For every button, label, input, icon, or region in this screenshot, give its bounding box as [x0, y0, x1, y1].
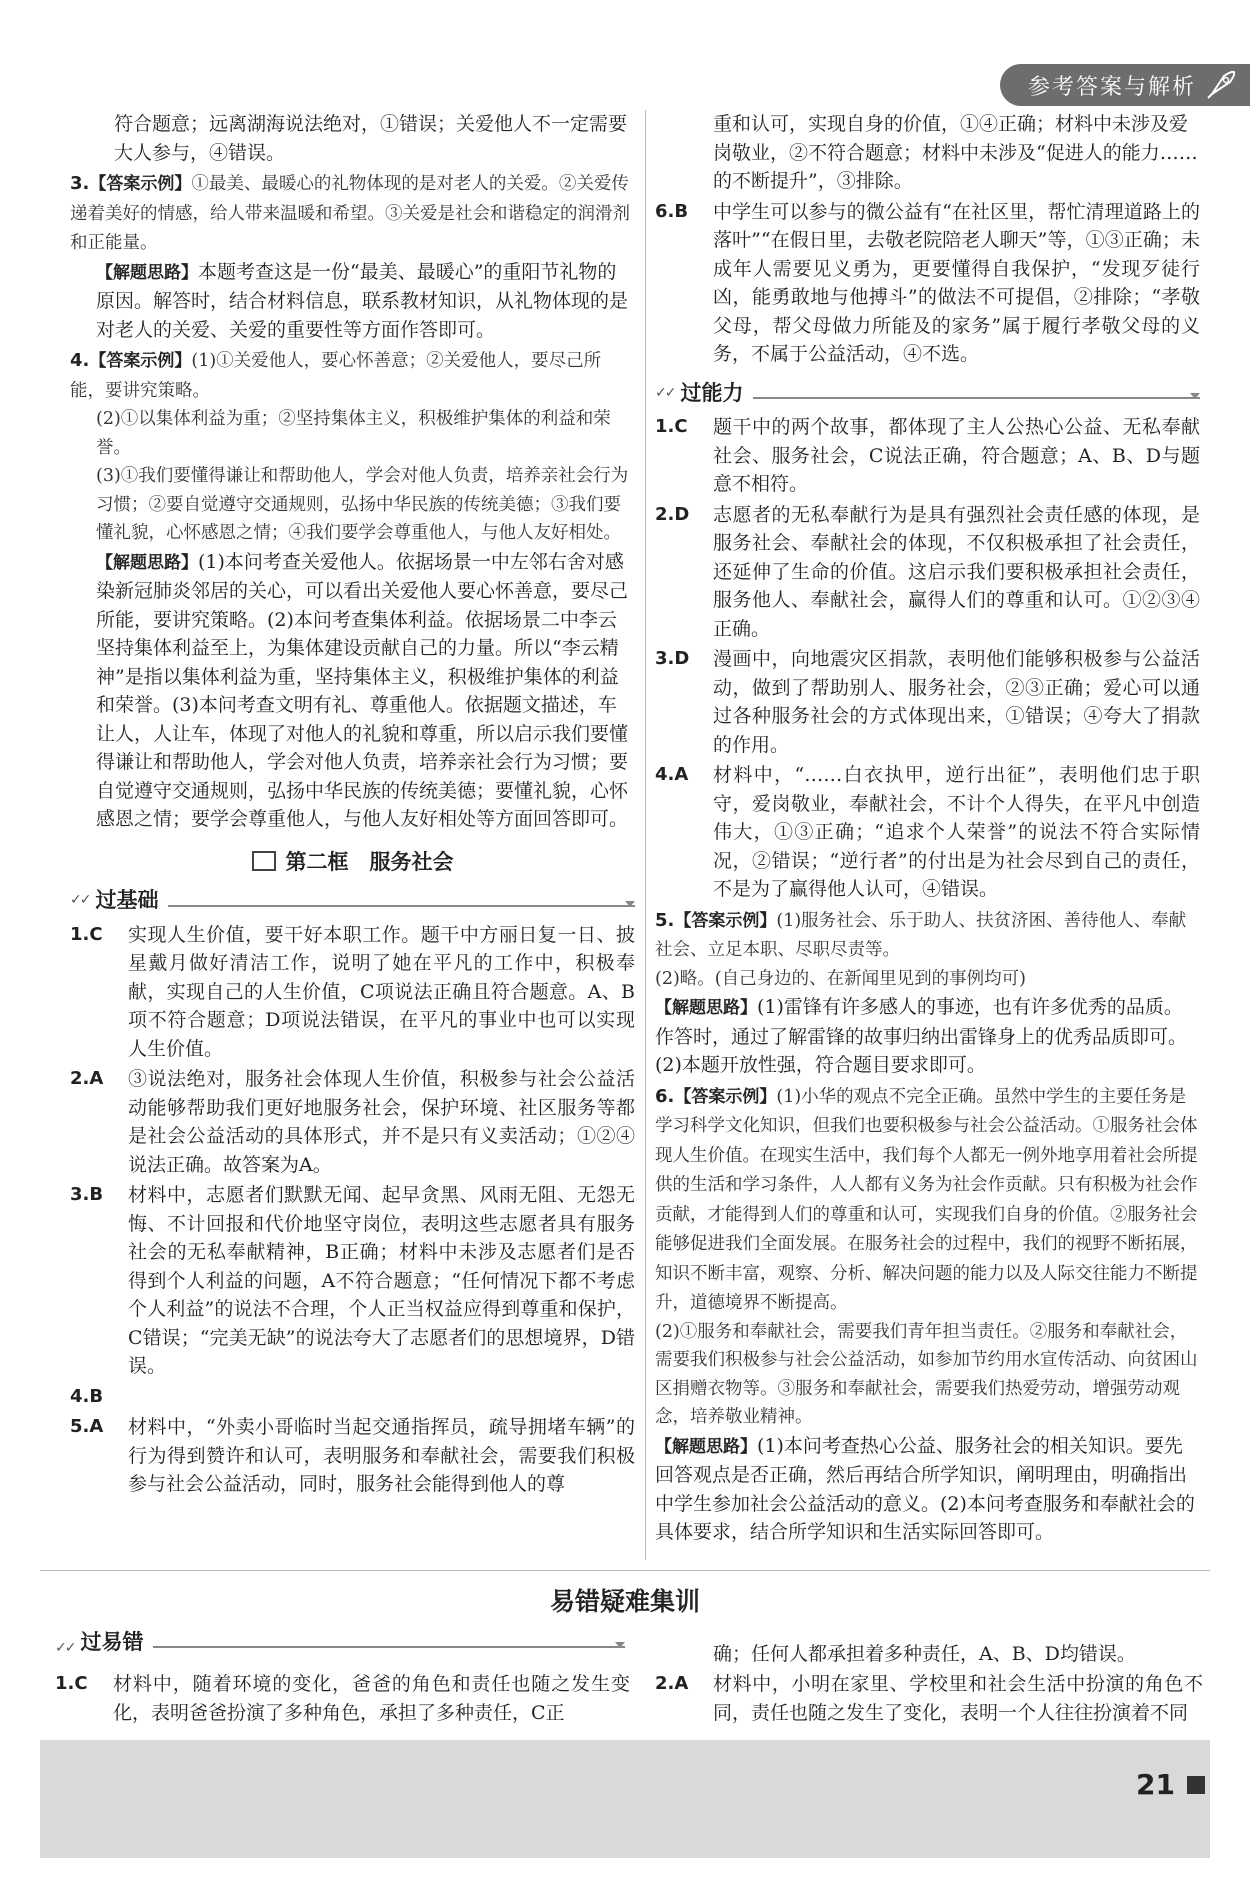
basic-item-5	[70, 1413, 635, 1499]
basic-item-3	[70, 1181, 635, 1381]
wave-icon: ✓✓	[55, 1640, 75, 1656]
item-text: 材料中，“……白衣执甲，逆行出征”，表明他们忠于职守，爱岗敬业，奉献社会，不计个人得失，在平凡中创造伟大，①③正确；“追求个人荣誉”的说法不符合实际情况，②错误；“逆行者”的付出是为社会尽到自己的责任，不是为了赢得他人认可，④错误。	[713, 764, 1200, 900]
item-num: 2.D	[655, 503, 690, 525]
left-cont: 符合题意；远离湖海说法绝对，①错误；关爱他人不一定需要大人参与，④错误。	[114, 113, 628, 164]
item-text: 题干中的两个故事，都体现了主人公热心公益、无私奉献社会、服务社会，C说法正确，符合题意；A、B、D与题意不相符。	[713, 416, 1200, 495]
wave-icon: ✓✓	[70, 892, 90, 908]
q4-tag: 【答案示例】	[89, 351, 192, 371]
section-error	[55, 1626, 625, 1656]
subsection-title-text: 第二框 服务社会	[285, 849, 454, 874]
section-basic-label: 过基础	[95, 888, 159, 912]
column-divider	[645, 110, 646, 1560]
item-text: 漫画中，向地震灾区捐款，表明他们能够积极参与公益活动，做到了帮助别人、服务社会，②③正确；爱心可以通过各种服务社会的方式体现出来，①错误；④夸大了捐款的作用。	[713, 648, 1200, 756]
section-rule	[153, 1646, 625, 1648]
item-num: 2.A	[70, 1068, 104, 1089]
section-title: 易错疑难集训	[549, 1587, 700, 1616]
item-text	[128, 1383, 635, 1412]
header-label: 参考答案与解析	[1028, 74, 1197, 100]
item-num: 1.C	[55, 1673, 88, 1694]
item-num: 3.D	[655, 648, 690, 669]
item-text: 材料中，志愿者们默默无闻、起早贪黑、风雨无阻、无怨无悔、不计回报和代价地坚守岗位，表明这些志愿者具有服务社会的无私奉献精神，B正确；材料中未涉及志愿者们是否得到个人利益的问题，A不符合题意；“任何情况下都不考虑个人利益”的说法不合理，个人正当权益应得到尊重和保护，C错误；“完美无缺”的说法夸大了志愿者们的思想境界，D错误。	[128, 1184, 635, 1377]
item-text: 中学生可以参与的微公益有“在社区里，帮忙清理道路上的落叶”“在假日里，去敬老院陪老人聊天”等，①③正确；未成年人需要见义勇为，更要懂得自我保护，“发现歹徒行凶，能勇敢地与他搏斗”的做法不可提倡，②排除；“孝敬父母，帮父母做力所能及的家务”属于履行孝敬父母的义务，不属于公益活动，④不选。	[713, 200, 1200, 365]
item-text: 材料中，随着环境的变化，爸爸的角色和责任也随之发生变化，表明爸爸扮演了多种角色，承担了多种责任，C正	[113, 1673, 630, 1724]
ability-item-4	[655, 761, 1200, 904]
item-num: 4.A	[655, 764, 689, 785]
q6b-exp: (1)本问考查热心公益、服务社会的相关知识。要先回答观点是否正确，然后再结合所学知识，阐明理由，明确指出中学生参加社会公益活动的意义。(2)本问考查服务和奉献社会的具体要求，结合所学知识和生活实际回答即可。	[655, 1434, 1195, 1543]
q6b-num: 6.	[655, 1085, 675, 1107]
item-num: 1.C	[70, 923, 103, 945]
item-num: 1.C	[655, 416, 688, 437]
q6b-a1: (1)小华的观点不完全正确。虽然中学生的主要任务是学习科学文化知识，但我们也要积极参与社会公益活动。①服务社会体现人生价值。在现实生活中，我们每个人都无一例外地享用着社会所提供的生活和学习条件，人人都有义务为社会作贡献。只有积极为社会作贡献，才能得到人们的尊重和认可，实现我们自身的价值。②服务社会能够促进我们全面发展。在服务社会的过程中，我们的视野不断拓展，知识不断丰富，观察、分析、解决问题的能力以及人际交往能力不断提升，道德境界不断提高。	[655, 1086, 1198, 1313]
section-ability	[655, 379, 1200, 408]
section-ability-label: 过能力	[680, 380, 744, 405]
basic-item-1	[70, 921, 635, 1064]
q4	[70, 346, 635, 834]
q5-a1: (1)服务社会、乐于助人、扶贫济困、善待他人、奉献社会、立足本职、尽职尽责等。	[655, 910, 1187, 960]
item-text: 实现人生价值，要干好本职工作。题干中方丽日复一日、披星戴月做好清洁工作，说明了她在平凡的工作中，积极奉献，实现自己的人生价值，C项说法正确且符合题意。A、B项不符合题意；D项说法错误，在平凡的事业中也可以实现人生价值。	[128, 923, 635, 1060]
footer-band	[40, 1740, 1210, 1858]
q4-exp: (1)本问考查关爱他人。依据场景一中左邻右舍对感染新冠肺炎邻居的关心，可以看出关爱他人要心怀善意，要尽己所能，要讲究策略。(2)本问考查集体利益。依据场景二中李云坚持集体利益至上，为集体建设贡献自己的力量。所以“李云精神”是指以集体利益为重，坚持集体主义，积极维护集体的利益和荣誉。(3)本问考查文明有礼、尊重他人。依据题文描述，车让人，人让车，体现了对他人的礼貌和尊重，所以启示我们要懂得谦让和帮助他人，学会对他人负责，培养亲社会行为习惯；要自觉遵守交通规则，弘扬中华民族的传统美德；要懂礼貌，心怀感恩之情；要学会尊重他人，与他人友好相处等方面回答即可。	[96, 550, 629, 830]
q3-exp: 本题考查这是一份“最美、最暖心”的重阳节礼物的原因。解答时，结合材料信息，联系教材知识，从礼物体现的是对老人的关爱、关爱的重要性等方面作答即可。	[96, 260, 629, 341]
section-error-label: 过易错	[80, 1630, 144, 1654]
item-text: ③说法绝对，服务社会体现人生价值，积极参与社会公益活动能够帮助我们更好地服务社会，保护环境、社区服务等都是社会公益活动的具体形式，并不是只有义卖活动；①②④说法正确。故答案为A。	[128, 1068, 635, 1176]
divider-line	[40, 1570, 1210, 1571]
item-text: 志愿者的无私奉献行为是具有强烈社会责任感的体现，是服务社会、奉献社会的体现，不仅积极承担了社会责任，还延伸了生命的价值。这启示我们要积极承担社会责任，服务他人、奉献社会，赢得人们的尊重和认可。①②③④正确。	[713, 503, 1200, 640]
q5-tag2: 【解题思路】	[655, 998, 757, 1018]
ability-item-2	[655, 501, 1200, 644]
q3-num: 3.	[70, 173, 90, 194]
item-num: 6.B	[655, 200, 689, 222]
item-num: 5.A	[70, 1416, 104, 1437]
error-item-1	[55, 1670, 630, 1727]
box-icon	[252, 851, 276, 871]
q3-tag: 【答案示例】	[89, 174, 192, 194]
error-item-2	[655, 1670, 1203, 1727]
ability-item-3	[655, 645, 1200, 759]
section-basic	[70, 886, 635, 915]
page-number: 21	[1136, 1768, 1175, 1801]
q5-exp: (1)雷锋有许多感人的事迹，也有许多优秀的品质。作答时，通过了解雷锋的故事归纳出雷锋身上的优秀品质即可。(2)本题开放性强，符合题目要求即可。	[655, 996, 1188, 1076]
q4-a3: (3)①我们要懂得谦让和帮助他人，学会对他人负责，培养亲社会行为习惯；②要自觉遵守交通规则，弘扬中华民族的传统美德；③我们要懂礼貌，心怀感恩之情；④我们要学会尊重他人，与他人友好相处。	[96, 466, 629, 543]
item-num: 2.A	[655, 1673, 689, 1694]
q5	[655, 906, 1200, 1080]
section-rule	[753, 397, 1200, 399]
ability-item-1	[655, 413, 1200, 499]
page-marker-icon	[1187, 1776, 1205, 1794]
basic-item-2	[70, 1065, 635, 1179]
q6b-tag2: 【解题思路】	[655, 1436, 757, 1457]
basic-item-4	[70, 1383, 635, 1412]
wave-icon: ✓✓	[655, 384, 675, 401]
q3-ans: ①最美、最暖心的礼物体现的是对老人的关爱。②关爱传递着美好的情感，给人带来温暖和希望。③关爱是社会和谐稳定的润滑剂和正能量。	[70, 174, 630, 253]
q4-a2: (2)①以集体利益为重；②坚持集体主义，积极维护集体的利益和荣誉。	[96, 409, 611, 458]
item-num: 3.B	[70, 1184, 104, 1205]
section-rule	[168, 905, 635, 907]
rocket-icon	[1204, 68, 1238, 102]
q5-a2: (2)略。(自己身边的、在新闻里见到的事例均可)	[655, 968, 1026, 989]
q5-num: 5.	[655, 909, 675, 931]
q3	[70, 169, 635, 344]
right-cont: 重和认可，实现自身的价值，①④正确；材料中未涉及爱岗敬业，②不符合题意；材料中未涉及“促进人的能力……的不断提升”，③排除。	[713, 113, 1198, 192]
subsection-title	[70, 848, 635, 877]
q6	[655, 198, 1200, 369]
q4-a1: (1)①关爱他人，要心怀善意；②关爱他人，要尽己所能，要讲究策略。	[70, 351, 602, 401]
q4-num: 4.	[70, 350, 90, 371]
q6b-tag: 【答案示例】	[674, 1086, 777, 1107]
header-tab	[1000, 64, 1250, 106]
item-num: 4.B	[70, 1385, 104, 1407]
q3-tag2: 【解题思路】	[96, 262, 198, 283]
q6b-a2: (2)①服务和奉献社会，需要我们青年担当责任。②服务和奉献社会，需要我们积极参与社会公益活动，如参加节约用水宣传活动、向贫困山区捐赠衣物等。③服务和奉献社会，需要我们热爱劳动，增强劳动观念，培养敬业精神。	[655, 1321, 1198, 1427]
item-text: 材料中，“外卖小哥临时当起交通指挥员，疏导拥堵车辆”的行为得到赞许和认可，表明服务和奉献社会，需要我们积极参与社会公益活动，同时，服务社会能得到他人的尊	[128, 1416, 635, 1495]
right-column	[655, 110, 1200, 1549]
q6b	[655, 1082, 1200, 1547]
item-text: 材料中，小明在家里、学校里和社会生活中扮演的角色不同，责任也随之发生了变化，表明一个人往往扮演着不同	[713, 1673, 1203, 1724]
error-cont: 确；任何人都承担着多种责任，A、B、D均错误。	[713, 1643, 1136, 1665]
q5-tag: 【答案示例】	[674, 910, 777, 931]
q4-tag2: 【解题思路】	[96, 552, 198, 573]
left-column	[70, 110, 635, 1501]
